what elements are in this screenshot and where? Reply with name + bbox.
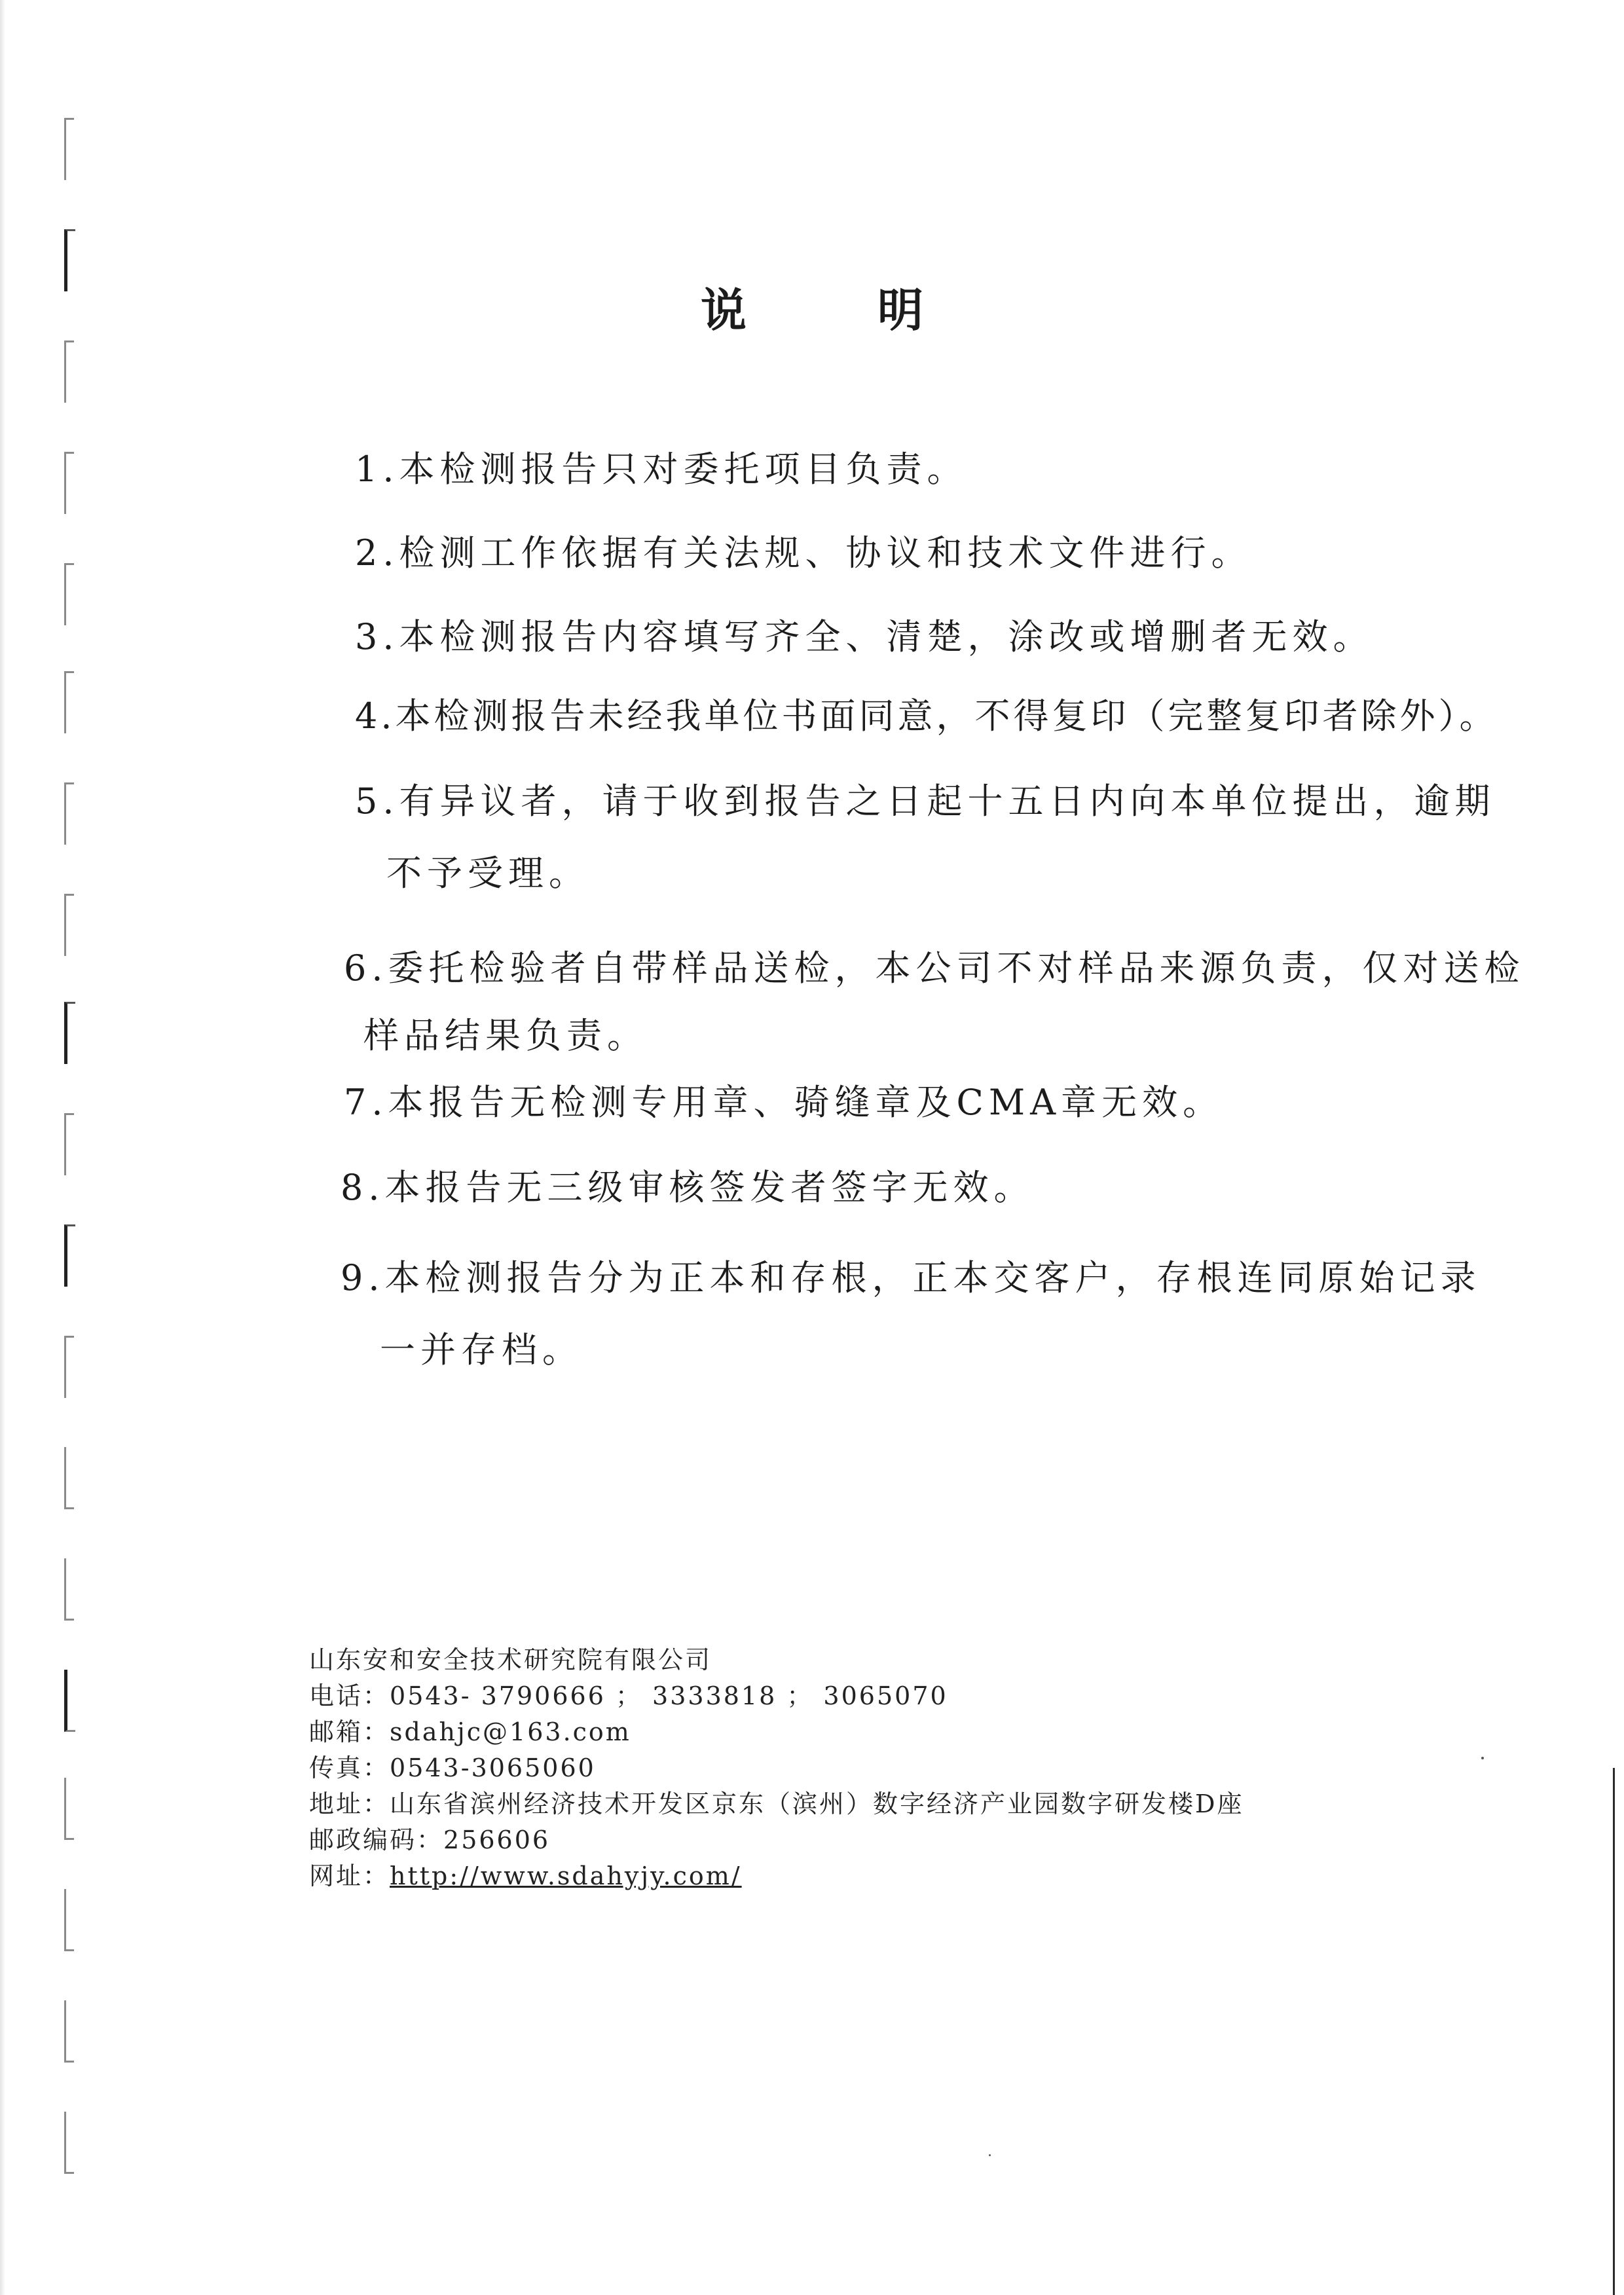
address-row bbox=[309, 1786, 1244, 1822]
clause-3-line-1: 3.本检测报告内容填写齐全、清楚，涂改或增删者无效。 bbox=[355, 616, 1374, 657]
binding-mark bbox=[64, 1002, 75, 1064]
scan-edge-line bbox=[1613, 1768, 1615, 2295]
binding-mark bbox=[64, 1778, 74, 1840]
fax-value: 0543-3065060 bbox=[390, 1753, 596, 1782]
binding-mark bbox=[64, 671, 74, 733]
scan-speck bbox=[989, 2154, 991, 2156]
postcode-label: 邮政编码： bbox=[309, 1826, 444, 1854]
website-label: 网址： bbox=[309, 1862, 390, 1890]
binding-mark bbox=[64, 1670, 75, 1732]
binding-mark bbox=[64, 2000, 74, 2063]
clause-9-line-2: 一并存档。 bbox=[380, 1329, 583, 1370]
address-value: 山东省滨州经济技术开发区京东（滨州）数字经济产业园数字研发楼D座 bbox=[390, 1790, 1244, 1818]
clause-5-line-1: 5.有异议者，请于收到报告之日起十五日内向本单位提出，逾期 bbox=[355, 780, 1496, 822]
email-value: sdahjc@163.com bbox=[390, 1717, 631, 1746]
website-link[interactable]: http://www.sdahyjy.com/ bbox=[390, 1862, 742, 1890]
clause-5-line-2: 不予受理。 bbox=[386, 853, 589, 894]
clause-1-line-1: 1.本检测报告只对委托项目负责。 bbox=[355, 449, 968, 490]
binding-mark bbox=[64, 563, 74, 625]
postcode-value: 256606 bbox=[443, 1826, 551, 1854]
email-row bbox=[309, 1714, 1244, 1750]
clause-8-line-1: 8.本报告无三级审核签发者签字无效。 bbox=[341, 1167, 1035, 1208]
clause-4-line-1: 4.本检测报告未经我单位书面同意，不得复印（完整复印者除外）。 bbox=[355, 695, 1498, 737]
clause-9-line-1: 9.本检测报告分为正本和存根，正本交客户，存根连同原始记录 bbox=[341, 1257, 1481, 1298]
page-title bbox=[0, 274, 1624, 340]
binding-mark bbox=[64, 118, 74, 180]
website-row bbox=[309, 1858, 1244, 1894]
company-name: 山东安和安全技术研究院有限公司 bbox=[309, 1645, 712, 1674]
clause-7-line-1: 7.本报告无检测专用章、骑缝章及CMA章无效。 bbox=[344, 1082, 1224, 1123]
phone-label: 电话： bbox=[309, 1681, 390, 1710]
binding-mark bbox=[64, 340, 74, 403]
title-char: 明 bbox=[877, 283, 923, 337]
email-label: 邮箱： bbox=[309, 1717, 390, 1746]
clause-6-line-1: 6.委托检验者自带样品送检，本公司不对样品来源负责，仅对送检 bbox=[344, 947, 1525, 989]
scan-speck bbox=[1481, 1757, 1484, 1759]
binding-hole-marks bbox=[0, 0, 79, 2295]
clause-6-line-2: 样品结果负责。 bbox=[363, 1015, 648, 1056]
binding-mark bbox=[64, 1224, 75, 1287]
binding-mark bbox=[64, 782, 74, 845]
fax-label: 传真： bbox=[309, 1753, 390, 1782]
contact-block bbox=[309, 1642, 1244, 1894]
binding-mark bbox=[64, 1336, 74, 1398]
binding-mark bbox=[64, 2112, 74, 2174]
clause-2-line-1: 2.检测工作依据有关法规、协议和技术文件进行。 bbox=[355, 532, 1252, 574]
phone-row bbox=[309, 1678, 1244, 1714]
binding-mark bbox=[64, 894, 74, 956]
phone-value: 0543- 3790666 ； 3333818 ； 3065070 bbox=[390, 1681, 948, 1710]
binding-mark bbox=[64, 1113, 74, 1175]
address-label: 地址： bbox=[309, 1790, 390, 1818]
binding-mark bbox=[64, 1558, 74, 1621]
fax-row bbox=[309, 1750, 1244, 1786]
binding-mark bbox=[64, 452, 74, 514]
title-char: 说 bbox=[701, 283, 747, 337]
binding-mark bbox=[64, 1447, 74, 1509]
binding-mark bbox=[64, 1889, 74, 1951]
postcode-row bbox=[309, 1822, 1244, 1858]
